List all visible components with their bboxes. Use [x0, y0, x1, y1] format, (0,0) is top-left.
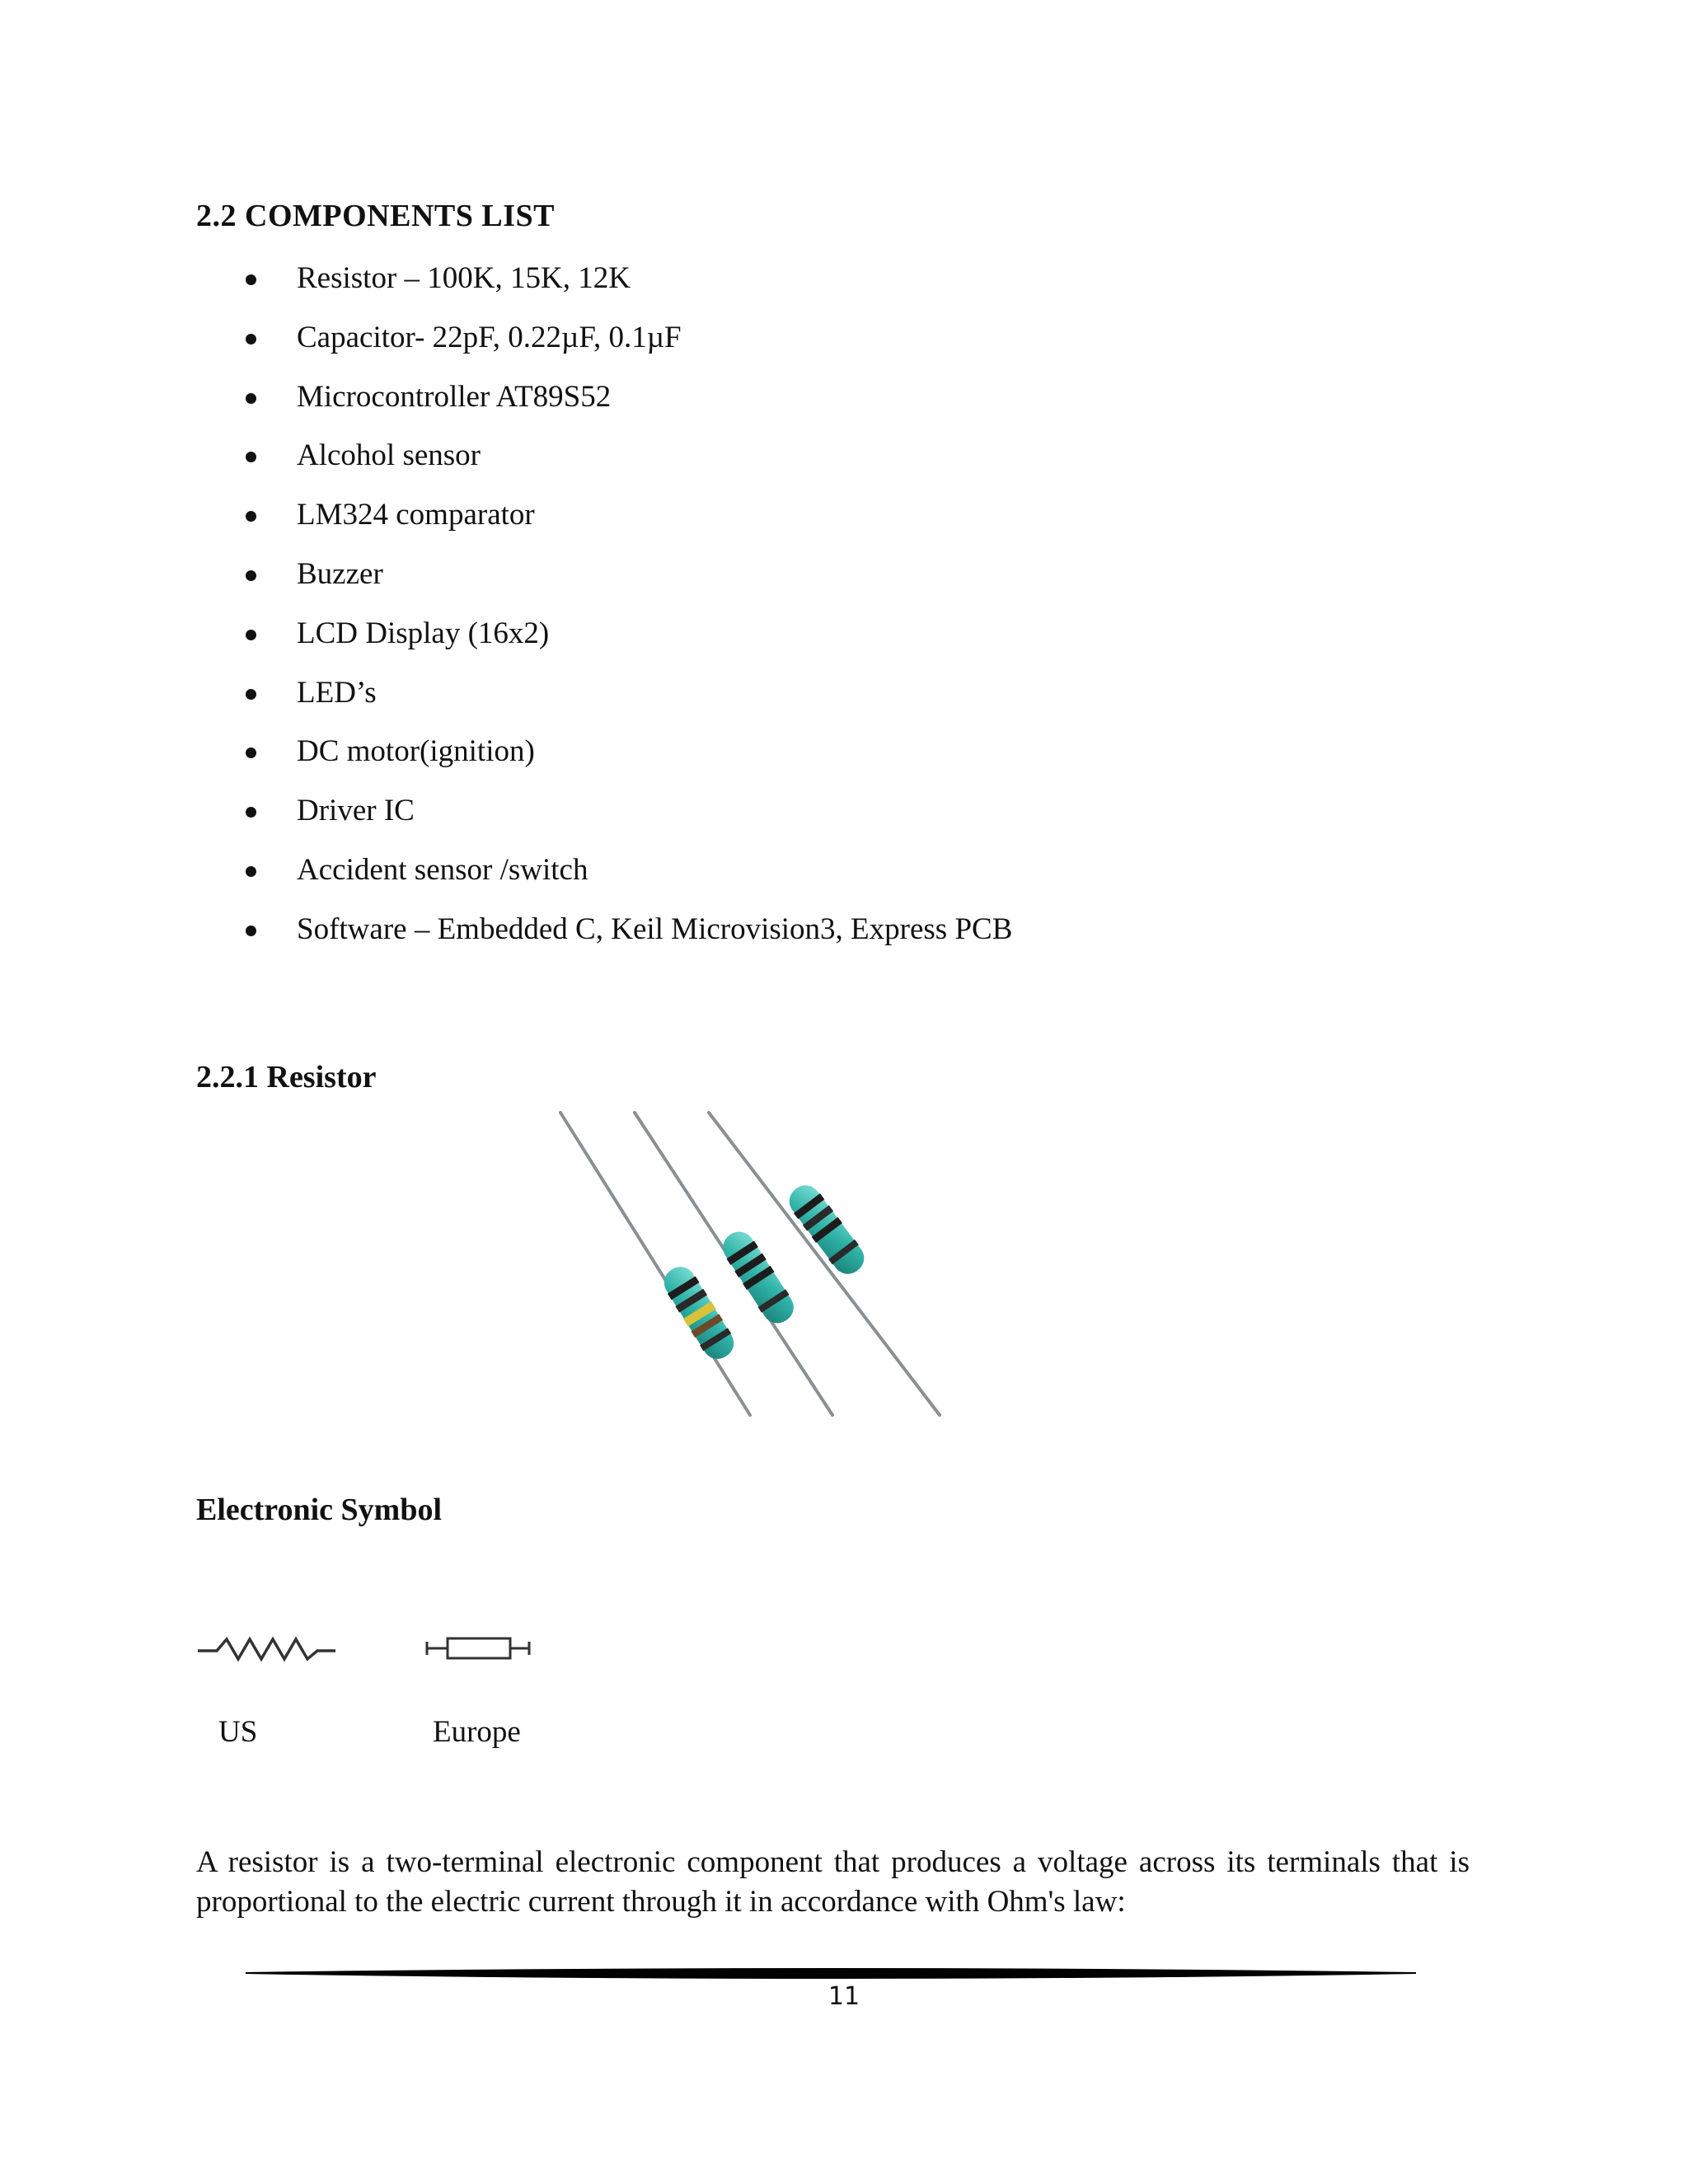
components-list — [239, 254, 1012, 964]
bullet-icon — [246, 452, 256, 462]
list-item: Accident sensor /switch — [239, 846, 1012, 905]
list-item: LCD Display (16x2) — [239, 609, 1012, 668]
list-item: Buzzer — [239, 550, 1012, 609]
us-resistor-symbol-icon — [194, 1628, 338, 1669]
resistor-body-1 — [658, 1261, 740, 1365]
list-item: Driver IC — [239, 786, 1012, 846]
us-symbol-label: US — [218, 1715, 258, 1749]
list-item: LM324 comparator — [239, 490, 1012, 550]
resistor-description-paragraph: A resistor is a two-terminal electronic component that produces a voltage across its terminals that is proportional to the electric current through it in accordance with Ohm's law: — [196, 1845, 1470, 1919]
list-item: LED’s — [239, 668, 1012, 728]
bullet-icon — [246, 630, 256, 640]
bullet-icon — [246, 511, 256, 522]
bullet-icon — [246, 748, 256, 758]
resistors-photo — [552, 1108, 948, 1418]
bullet-icon — [246, 570, 256, 581]
page-number: 11 — [828, 1982, 860, 2011]
list-item: Microcontroller AT89S52 — [239, 373, 1012, 432]
bullet-icon — [246, 689, 256, 700]
bullet-icon — [246, 274, 256, 285]
electronic-symbol-heading: Electronic Symbol — [196, 1493, 443, 1527]
bullet-icon — [246, 866, 256, 877]
section-heading: 2.2 COMPONENTS LIST — [196, 199, 555, 233]
resistor-body-2 — [716, 1226, 799, 1329]
subsection-heading: 2.2.1 Resistor — [196, 1060, 377, 1094]
list-item: Software – Embedded C, Keil Microvision3, Express PCB — [239, 905, 1012, 964]
europe-resistor-symbol-icon — [424, 1628, 532, 1669]
bullet-icon — [246, 807, 256, 818]
footer-divider — [246, 1966, 1416, 1982]
europe-symbol-label: Europe — [433, 1715, 521, 1749]
list-item: Capacitor- 22pF, 0.22µF, 0.1µF — [239, 313, 1012, 373]
bullet-icon — [246, 334, 256, 344]
list-item: DC motor(ignition) — [239, 727, 1012, 786]
list-item: Resistor – 100K, 15K, 12K — [239, 254, 1012, 313]
bullet-icon — [246, 393, 256, 404]
bullet-icon — [246, 926, 256, 936]
list-item: Alcohol sensor — [239, 431, 1012, 490]
